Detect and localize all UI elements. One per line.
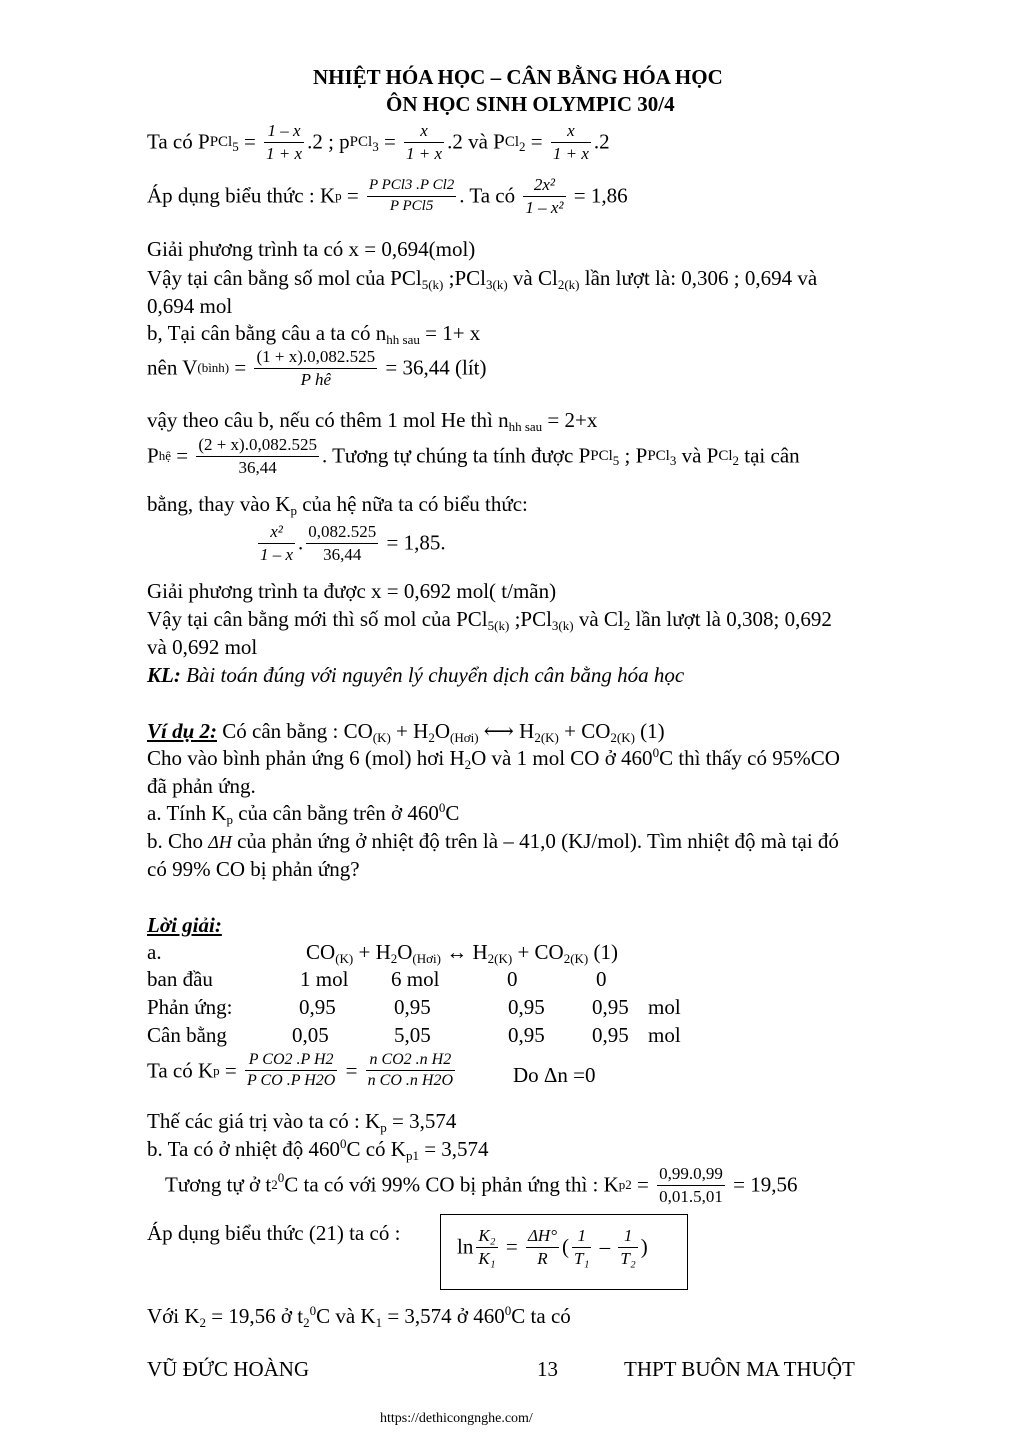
text-line: Vậy tại cân bằng mới thì số mol của PCl$_{5(k)}$ ;PCl$_{3(k)}$ và $Cl_2$ lần lượt là 0,308; 0,692 xyxy=(147,607,832,633)
text-line: 0,694 mol xyxy=(147,294,233,318)
table-cell: 6 mol xyxy=(391,967,440,991)
fraction: $\frac{0,082.525}{36,44}$ xyxy=(308,522,377,564)
table-cell: 0,95 xyxy=(299,995,336,1019)
eq-partial-pressures: Ta có PPCl$_5$ = $\frac{1 - x}{1 + x}$ .2 ; pPCl$_3$ = $\frac{x}{1 + x}$ .2 và PCl$_2$ = $\frac{x}{1 + x}$ .2 xyxy=(147,121,610,163)
fraction: $\frac{\Delta H^\circ}{R}$ xyxy=(527,1226,557,1268)
conclusion: KL: Bài toán đúng với nguyên lý chuyển dịch cân bằng hóa học xyxy=(147,663,685,687)
table-row: Phản ứng: xyxy=(147,995,233,1019)
footer-page-number: 13 xyxy=(537,1357,558,1381)
table-cell: 0 xyxy=(596,967,607,991)
table-row: ban đầu xyxy=(147,967,213,991)
text-line: a. Tính $K_p$ của cân bằng trên ở $460^0C$ xyxy=(147,800,460,827)
text-line: Giải phương trình ta có x = 0,694(mol) xyxy=(147,237,476,261)
table-cell: 0,95 xyxy=(508,995,545,1019)
fraction: $\frac{x}{1 + x}$ xyxy=(552,121,589,163)
text-line: Vậy tại cân bằng số mol của PCl$_{5(k)}$ ;PCl$_{3(k)}$ và $Cl_{2(k)}$ lần lượt là: 0,306 ; 0,694 và xyxy=(147,266,818,292)
text-line: vậy theo câu b, nếu có thêm 1 mol He thì $n_{hh sau} = 2+x$ xyxy=(147,408,598,434)
eq-kp-substituted: $\frac{\text{x²}}{1 - x}$ . $\frac{0,082.525}{36,44}$ = 1,85. xyxy=(260,522,446,564)
solution-heading: Lời giải: xyxy=(147,913,222,937)
text-line: bằng, thay vào $K_p$ của hệ nữa ta có biểu thức: xyxy=(147,492,528,518)
table-row: Cân bằng xyxy=(147,1023,227,1047)
table-cell: 0,05 xyxy=(292,1023,329,1047)
fraction: $\frac{x}{1 + x}$ xyxy=(406,121,443,163)
fraction: $\frac{\text{K₂}}{\text{K₁}}$ xyxy=(478,1226,496,1268)
text-line: Áp dụng biểu thức (21) ta có : xyxy=(147,1221,401,1245)
fraction: $\frac{(1 + x).0,082.525}{\text{P hê}}$ xyxy=(256,347,376,389)
eq-kp2: Tương tự ở $t2^0C$ ta có với 99% CO bị phản ứng thì : Kp2 = $\frac{0,99.0,99}{0,01.5,01}$ = 19,56 xyxy=(165,1164,798,1206)
eq-kp-expression: Áp dụng biểu thức : Kp = P PCl3 .P Cl2 P PCl5 . Ta có $\frac{\text{2x²}}{\text{1 – x²}}$ = 1,86 xyxy=(147,175,628,217)
text-line: Giải phương trình ta được x = 0,692 mol( t/mãn) xyxy=(147,579,557,603)
example-2-heading: Ví dụ 2: Có cân bằng : $CO_{(K)} + H_2O_{(Hơi)}$ ⟷ $H_{2(K)} + CO_{2(K)}$ (1) xyxy=(147,719,665,745)
eq-kp-ratio: Ta có Kp = $\frac{\text{P CO2 .P H2}}{\text{P CO .P H2O}}$ = $\frac{\text{n CO2 .n H2}}{\text{n CO .n H2O}}$ xyxy=(147,1050,458,1092)
table-cell: mol xyxy=(648,995,681,1019)
page-title-line1: NHIỆT HÓA HỌC – CÂN BẰNG HÓA HỌC xyxy=(313,65,723,89)
fraction: $\frac{\text{2x²}}{\text{1 – x²}}$ xyxy=(525,175,564,217)
footer-author: VŨ ĐỨC HOÀNG xyxy=(147,1357,310,1381)
eq-pressure-system: Phệ = $\frac{(2 + x).0,082.525}{36,44}$ . Tương tự chúng ta tính được PPCl$_5$ ; PPCl$_3$ và PCl$_2$ tại cân xyxy=(147,435,800,477)
reaction-equation: a. xyxy=(147,940,162,964)
text-line: b. Ta có ở nhiệt độ $460^0C$ có $K_{p1} = 3,574$ xyxy=(147,1136,489,1163)
fraction: $\frac{(2 + x).0,082.525}{36,44}$ xyxy=(198,435,317,477)
eq-volume: nên V(bình) = $\frac{(1 + x).0,082.525}{\text{P hê}}$ = 36,44 (lít) xyxy=(147,347,487,389)
text-line: và 0,692 mol xyxy=(147,635,258,659)
table-cell: 5,05 xyxy=(394,1023,431,1047)
footer-school: THPT BUÔN MA THUỘT xyxy=(624,1357,855,1381)
table-cell: 0,95 xyxy=(592,995,629,1019)
text-line: có 99% CO bị phản ứng? xyxy=(147,857,360,881)
text-line: Thế các giá trị vào ta có : $K_p = 3,574$ xyxy=(147,1109,457,1135)
table-cell: 0,95 xyxy=(592,1023,629,1047)
reaction-equation-body: $CO_{(K)} + H_2O_{(Hơi)}$ ↔ $H_{2(K)} + CO_{2(K)}$ (1) xyxy=(306,940,618,966)
fraction: P PCl3 .P Cl2 P PCl5 xyxy=(368,177,455,214)
text-line: Cho vào bình phản ứng 6 (mol) hơi $H_2O$ và 1 mol CO ở $460^0C$ thì thấy có 95%CO xyxy=(147,745,840,772)
text-line: đã phản ứng. xyxy=(147,774,256,798)
delta-n-note: Do Δn =0 xyxy=(513,1063,596,1087)
text-line: b. Cho ΔH của phản ứng ở nhiệt độ trên là – 41,0 (KJ/mol). Tìm nhiệt độ mà tại đó xyxy=(147,829,839,853)
text-line: b, Tại cân bằng câu a ta có $n_{hh sau} = 1+ x$ xyxy=(147,321,481,347)
text-line: Với $K_2 = 19,56$ ở $t_2^0C$ và $K_1 = 3,574$ ở $460^0C$ ta có xyxy=(147,1303,571,1330)
vant-hoff-equation: ln $\frac{\text{K₂}}{\text{K₁}}$ = $\frac{\Delta H^\circ}{R}$ ( $\frac{1}{\text{T₁}}$ – $\frac{1}{\text{T₂}}$ ) xyxy=(457,1226,648,1268)
table-cell: 1 mol xyxy=(300,967,349,991)
table-cell: 0 xyxy=(507,967,518,991)
footer-url[interactable]: https://dethicongnghe.com/ xyxy=(380,1411,533,1426)
page-title-line2: ÔN HỌC SINH OLYMPIC 30/4 xyxy=(386,92,675,116)
table-cell: 0,95 xyxy=(508,1023,545,1047)
fraction: $\frac{1 - x}{1 + x}$ xyxy=(266,121,303,163)
fraction: $\frac{\text{x²}}{1 - x}$ xyxy=(260,522,294,564)
fraction: $\frac{1}{\text{T₂}}$ xyxy=(620,1226,636,1268)
table-cell: mol xyxy=(648,1023,681,1047)
fraction: $\frac{1}{\text{T₁}}$ xyxy=(574,1226,590,1268)
fraction: $\frac{\text{n CO2 .n H2}}{\text{n CO .n H2O}}$ xyxy=(367,1051,454,1090)
table-cell: 0,95 xyxy=(394,995,431,1019)
fraction: $\frac{\text{P CO2 .P H2}}{\text{P CO .P H2O}}$ xyxy=(247,1051,336,1090)
fraction: $\frac{0,99.0,99}{0,01.5,01}$ xyxy=(659,1164,723,1206)
